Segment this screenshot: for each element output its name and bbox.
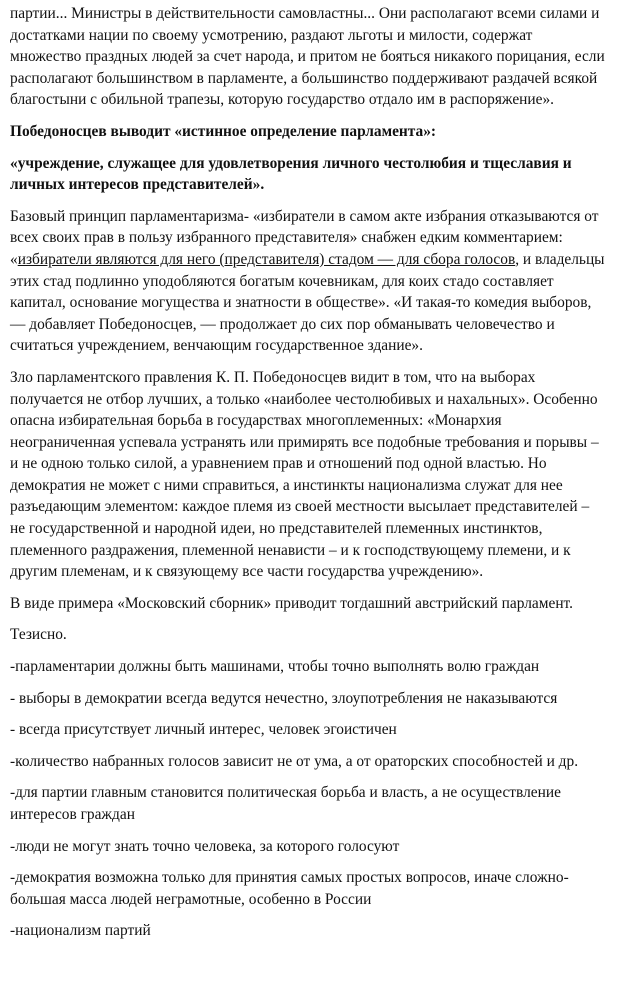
definition-text: «учреждение, служащее для удовлетворения личного честолюбия и тщеславия и личных интересов представителей». — [10, 154, 572, 194]
evil-paragraph: Зло парламентского правления К. П. Победоносцев видит в том, что на выборах получается не отбор лучших, а только «наиболее честолюбивых и нахальных». Особенно опасна избирательная борьба в государствах многоплеменных: «Монархия неограниченная успевала устранять или примирять все подобные требования и порывы – и не одною только силой, а уравнением прав и отношений под одной властью. Но демократия не может с ними справиться, а инстинкты национализма служат для нее разъедающим элементом: каждое племя из своей местности высылает представителей – не государственной и народной идеи, но представителей племенных инстинктов, племенного раздражения, племенной ненависти – и к господствующему племени, и к другим племенам, и к связующему все части государства учреждению». — [10, 368, 599, 581]
thesis-item: -люди не могут знать точно человека, за которого голосуют — [10, 837, 400, 855]
thesis-item: -национализм партий — [10, 922, 151, 940]
principle-underlined-quote: избиратели являются для него (представителя) стадом — для сбора голосов — [17, 250, 516, 268]
example-paragraph: В виде примера «Московский сборник» приводит тогдашний австрийский парламент. — [10, 594, 573, 612]
intro-paragraph: партии... Министры в действительности самовластны... Они располагают всеми силами и достатками нации по своему усмотрению, раздают льготы и милости, содержат множество праздных людей за счет народа, и притом не бояться никакого порицания, если располагают большинством в парламенте, а большинство поддерживают раздачей всякой благостыни с обильной трапезы, которую государство отдало им в распоряжение». — [10, 5, 605, 109]
theses-list — [10, 656, 605, 942]
definition-heading: Победоносцев выводит «истинное определение парламента»: — [10, 122, 437, 140]
thesis-item: -демократия возможна только для принятия самых простых вопросов, иначе сложно- большая масса людей неграмотные, особенно в России — [10, 869, 569, 908]
thesis-item: -количество набранных голосов зависит не от ума, а от ораторских способностей и др. — [10, 752, 579, 770]
theses-label: Тезисно. — [10, 626, 67, 644]
principle-text-after: , и владельцы этих стад подлинно уподобляются богатым кочевникам, для коих стадо составляет капитал, основание могущества и знатности в обществе». «И такая-то комедия выборов, — добавляет Победоносцев, — продолжает до сих пор обманывать человечество и считаться учреждением, венчающим государственное здание». — [10, 250, 605, 355]
principle-text-before: Базовый принцип парламентаризма- «избиратели в самом акте избрания отказываются от всех своих прав в пользу избранного представителя» снабжен едким комментарием: « — [10, 207, 599, 268]
thesis-item: - всегда присутствует личный интерес, человек эгоистичен — [10, 721, 397, 739]
thesis-item: - выборы в демократии всегда ведутся нечестно, злоупотребления не наказываются — [10, 689, 558, 707]
thesis-item: -парламентарии должны быть машинами, чтобы точно выполнять волю граждан — [10, 658, 540, 676]
thesis-item: -для партии главным становится политическая борьба и власть, а не осуществление интересов граждан — [10, 784, 561, 823]
document-page — [0, 3, 619, 981]
principle-paragraph — [10, 206, 605, 357]
